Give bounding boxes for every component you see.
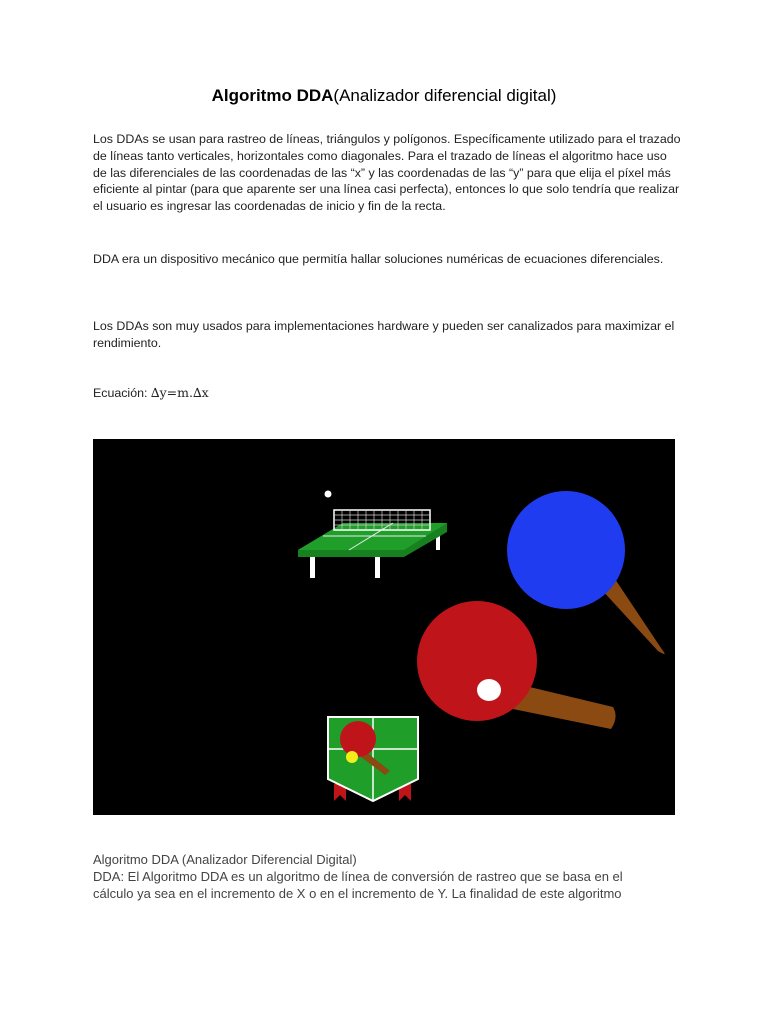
equation-line: [93, 385, 683, 402]
emblem-paddle-head: [340, 721, 376, 757]
paragraph-dda-device: DDA era un dispositivo mecánico que permitía hallar soluciones numéricas de ecuaciones diferenciales.: [93, 252, 664, 266]
bottom-heading: Algoritmo DDA (Analizador Diferencial Digital): [93, 852, 357, 867]
document-title: [0, 86, 768, 106]
equation-label: Ecuación:: [93, 386, 151, 400]
flying-ball: [325, 491, 332, 498]
paragraph-dda-usage: Los DDAs se usan para rastreo de líneas, triángulos y polígonos. Específicamente utilizado para el trazado de líneas tanto verticales, horizontales como diagonales. Para el trazado de líneas el algoritmo hace uso de las diferenciales de las coordenadas de las “x” y las coordenadas de las “y” para que elija el píxel más eficiente al pintar (para que aparente ser una línea casi perfecta), entonces lo que solo tendría que realizar el usuario es ingresar las coordenadas de inicio y fin de la recta.: [93, 132, 681, 214]
bottom-line-1: DDA: El Algoritmo DDA es un algoritmo de línea de conversión de rastreo que se basa en el: [93, 869, 623, 884]
red-paddle-head: [417, 601, 537, 721]
table-leg-right: [436, 536, 440, 550]
blue-paddle-head: [507, 491, 625, 609]
paragraph-dda-hardware: Los DDAs son muy usados para implementaciones hardware y pueden ser canalizados para maximizar el rendimiento.: [93, 319, 675, 350]
title-bold-part: Algoritmo DDA: [211, 86, 334, 105]
shield-emblem: [328, 717, 418, 801]
table-leg-left: [310, 556, 315, 578]
ping-pong-svg: [93, 439, 675, 815]
bottom-section: [93, 851, 683, 902]
ping-pong-illustration: [93, 439, 675, 815]
table-leg-middle: [375, 556, 380, 578]
ball-on-paddle: [477, 679, 501, 701]
equation-formula: ∆y=m.∆x: [150, 385, 209, 400]
title-rest-part: (Analizador diferencial digital): [333, 86, 557, 105]
bottom-line-2: cálculo ya sea en el incremento de X o en el incremento de Y. La finalidad de este algoritmo: [93, 886, 622, 901]
emblem-ball: [346, 751, 358, 763]
